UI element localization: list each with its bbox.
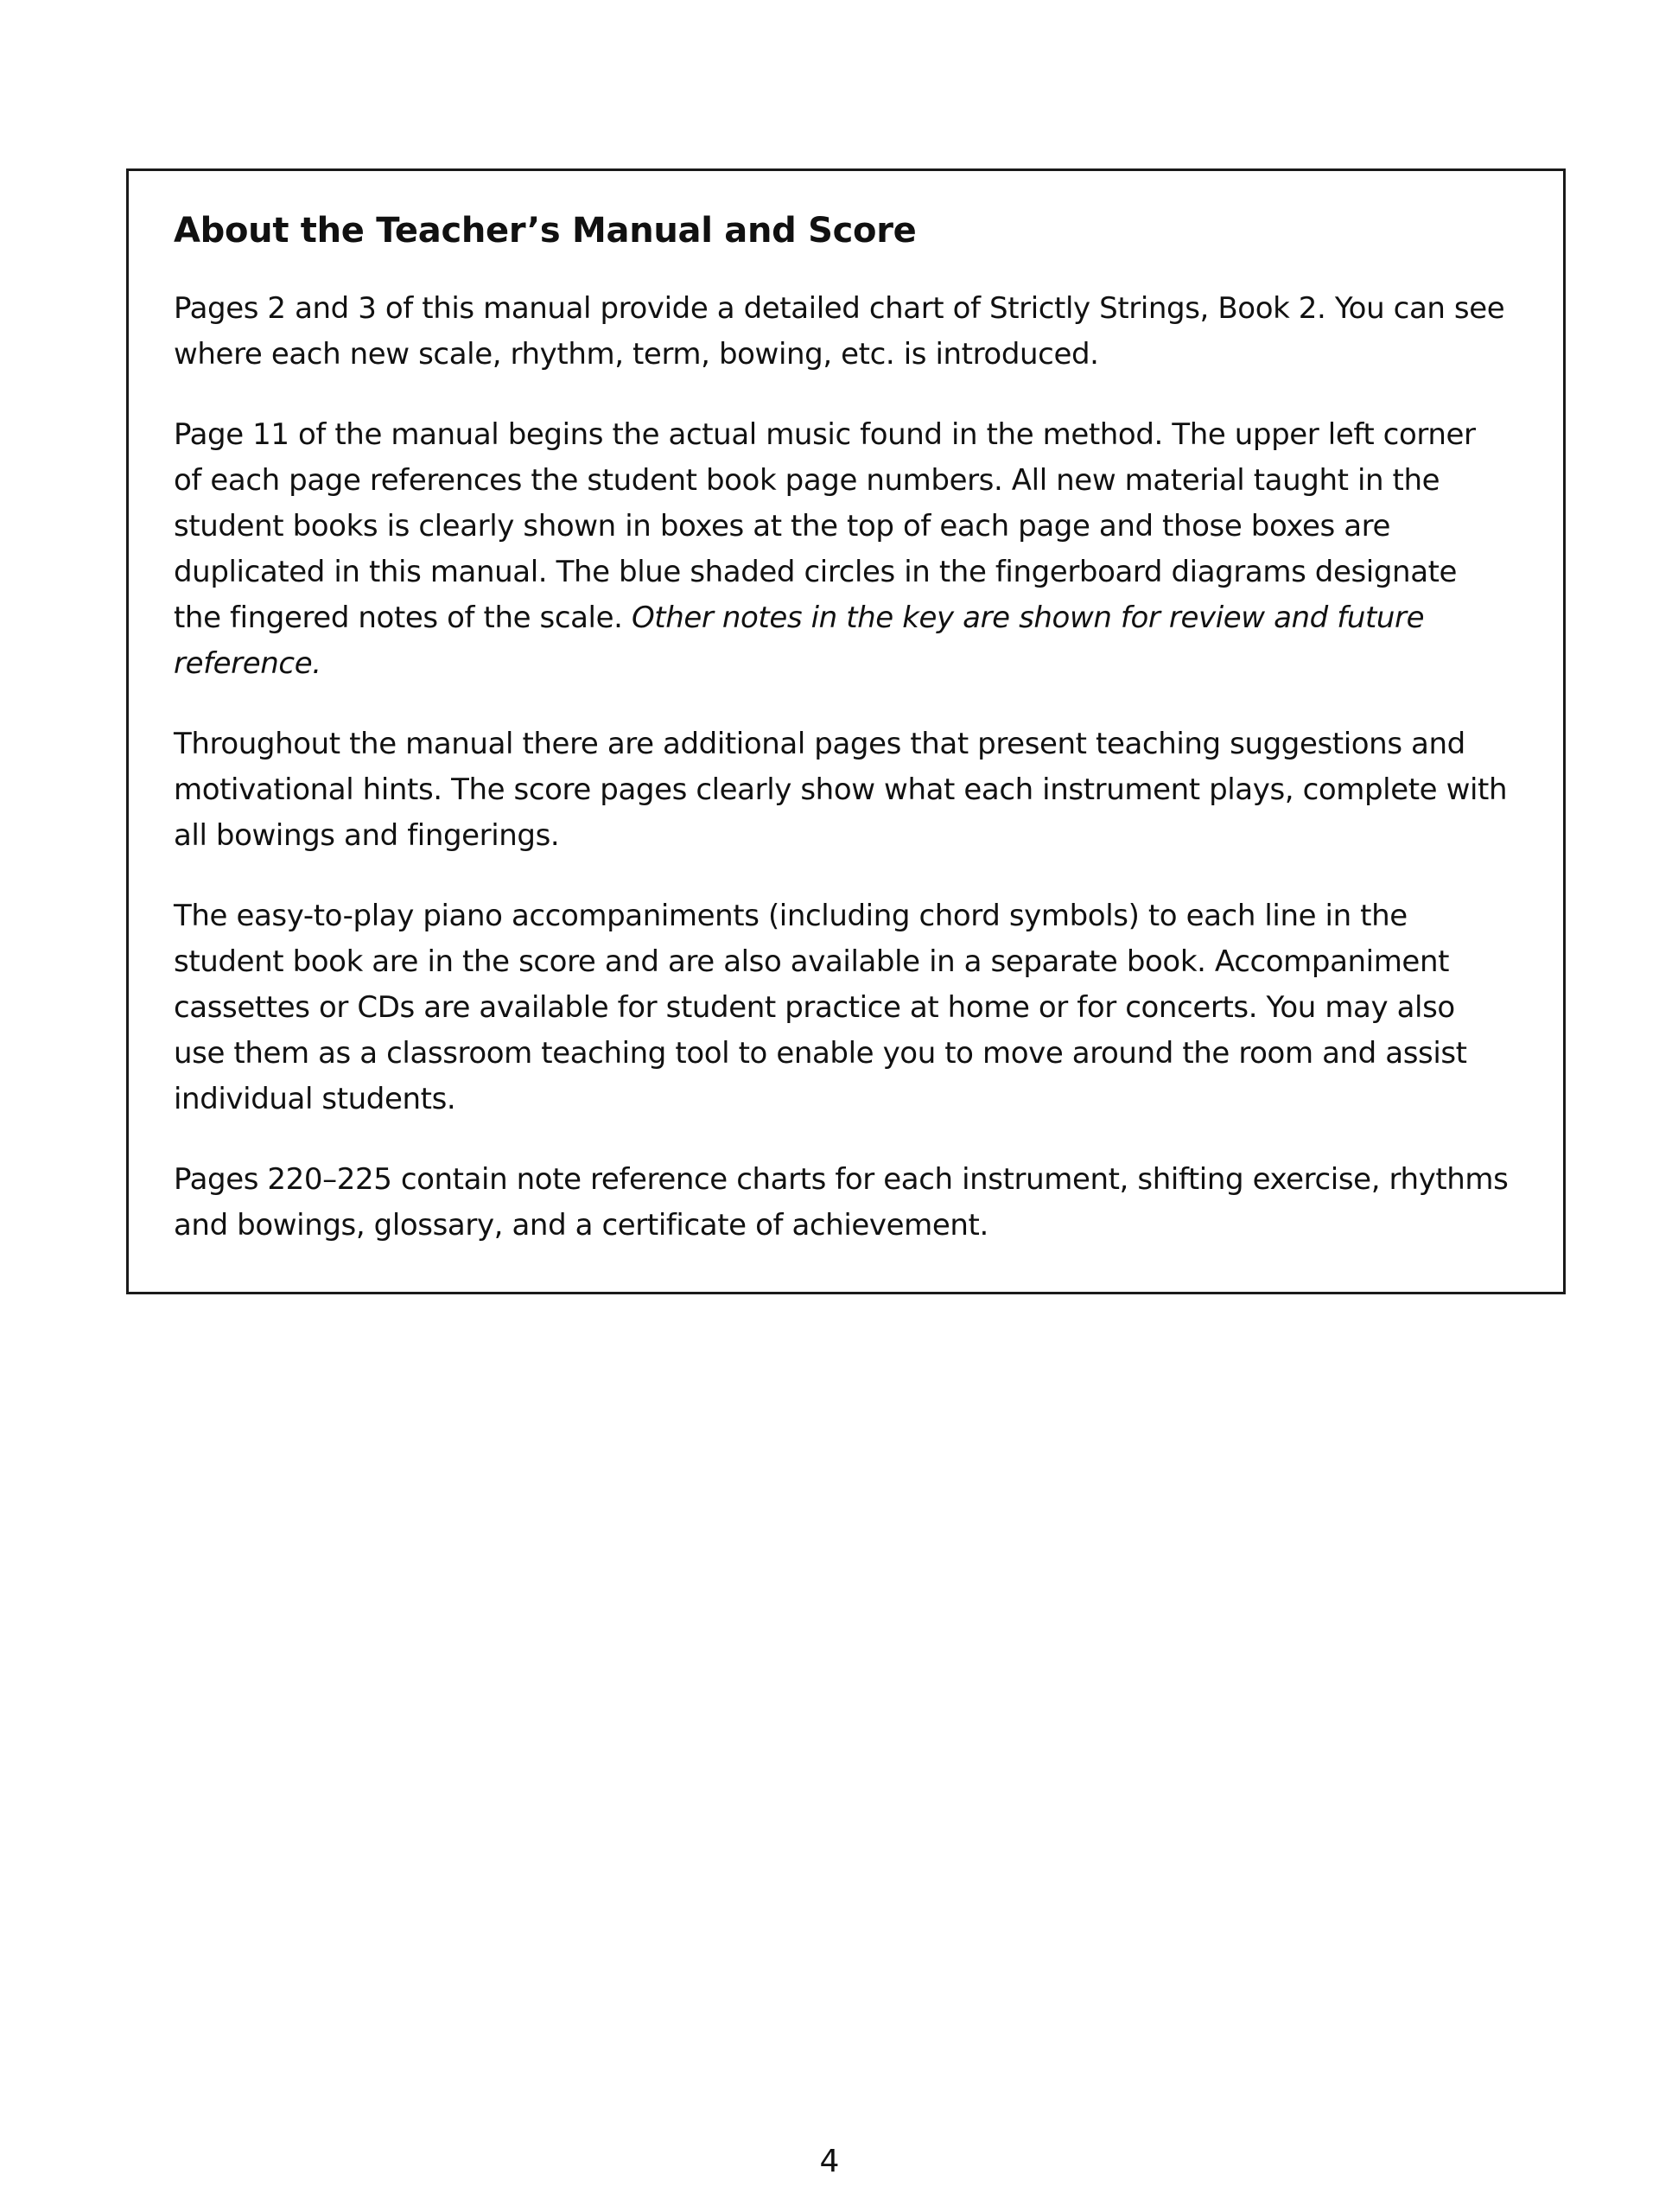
paragraph-text: Throughout the manual there are additional pages that present teaching suggestions and motivational hints. The score pages clearly show what each instrument plays, complete with all bowings and fingerings. bbox=[174, 727, 1508, 853]
page-number: 4 bbox=[819, 2144, 840, 2179]
paragraph-music-pages bbox=[174, 412, 1511, 687]
paragraph-chart-overview bbox=[174, 286, 1511, 378]
about-manual-box bbox=[126, 168, 1566, 1294]
paragraph-text: Pages 220–225 contain note reference charts for each instrument, shifting exercise, rhythms and bowings, glossary, and a certificate of achievement. bbox=[174, 1162, 1509, 1243]
paragraph-teaching-suggestions bbox=[174, 721, 1511, 859]
paragraph-text: Page 11 of the manual begins the actual music found in the method. The upper left corner of each page references the student book page numbers. All new material taught in the student books is clearly shown in boxes at the top of each page and those boxes are duplicated in this manual. The blue shaded circles in the fingerboard diagrams designate the fingered notes of the scale. bbox=[174, 417, 1476, 635]
paragraph-accompaniments bbox=[174, 893, 1511, 1122]
paragraph-text: Pages 2 and 3 of this manual provide a detailed chart of Strictly Strings, Book 2. You can see where each new scale, rhythm, term, bowing, etc. is introduced. bbox=[174, 291, 1505, 372]
box-title: About the Teacher’s Manual and Score bbox=[174, 211, 917, 251]
paragraph-reference-charts bbox=[174, 1157, 1511, 1249]
paragraph-text: The easy-to-play piano accompaniments (including chord symbols) to each line in the student book are in the score and are also available in a separate book. Accompaniment cassettes or CDs are available for student practice at home or for concerts. You may also use them as a classroom teaching tool to enable you to move around the room and assist individual students. bbox=[174, 899, 1467, 1116]
paragraph-italic-note: Other notes in the key are shown for review and future reference. bbox=[174, 601, 1425, 681]
